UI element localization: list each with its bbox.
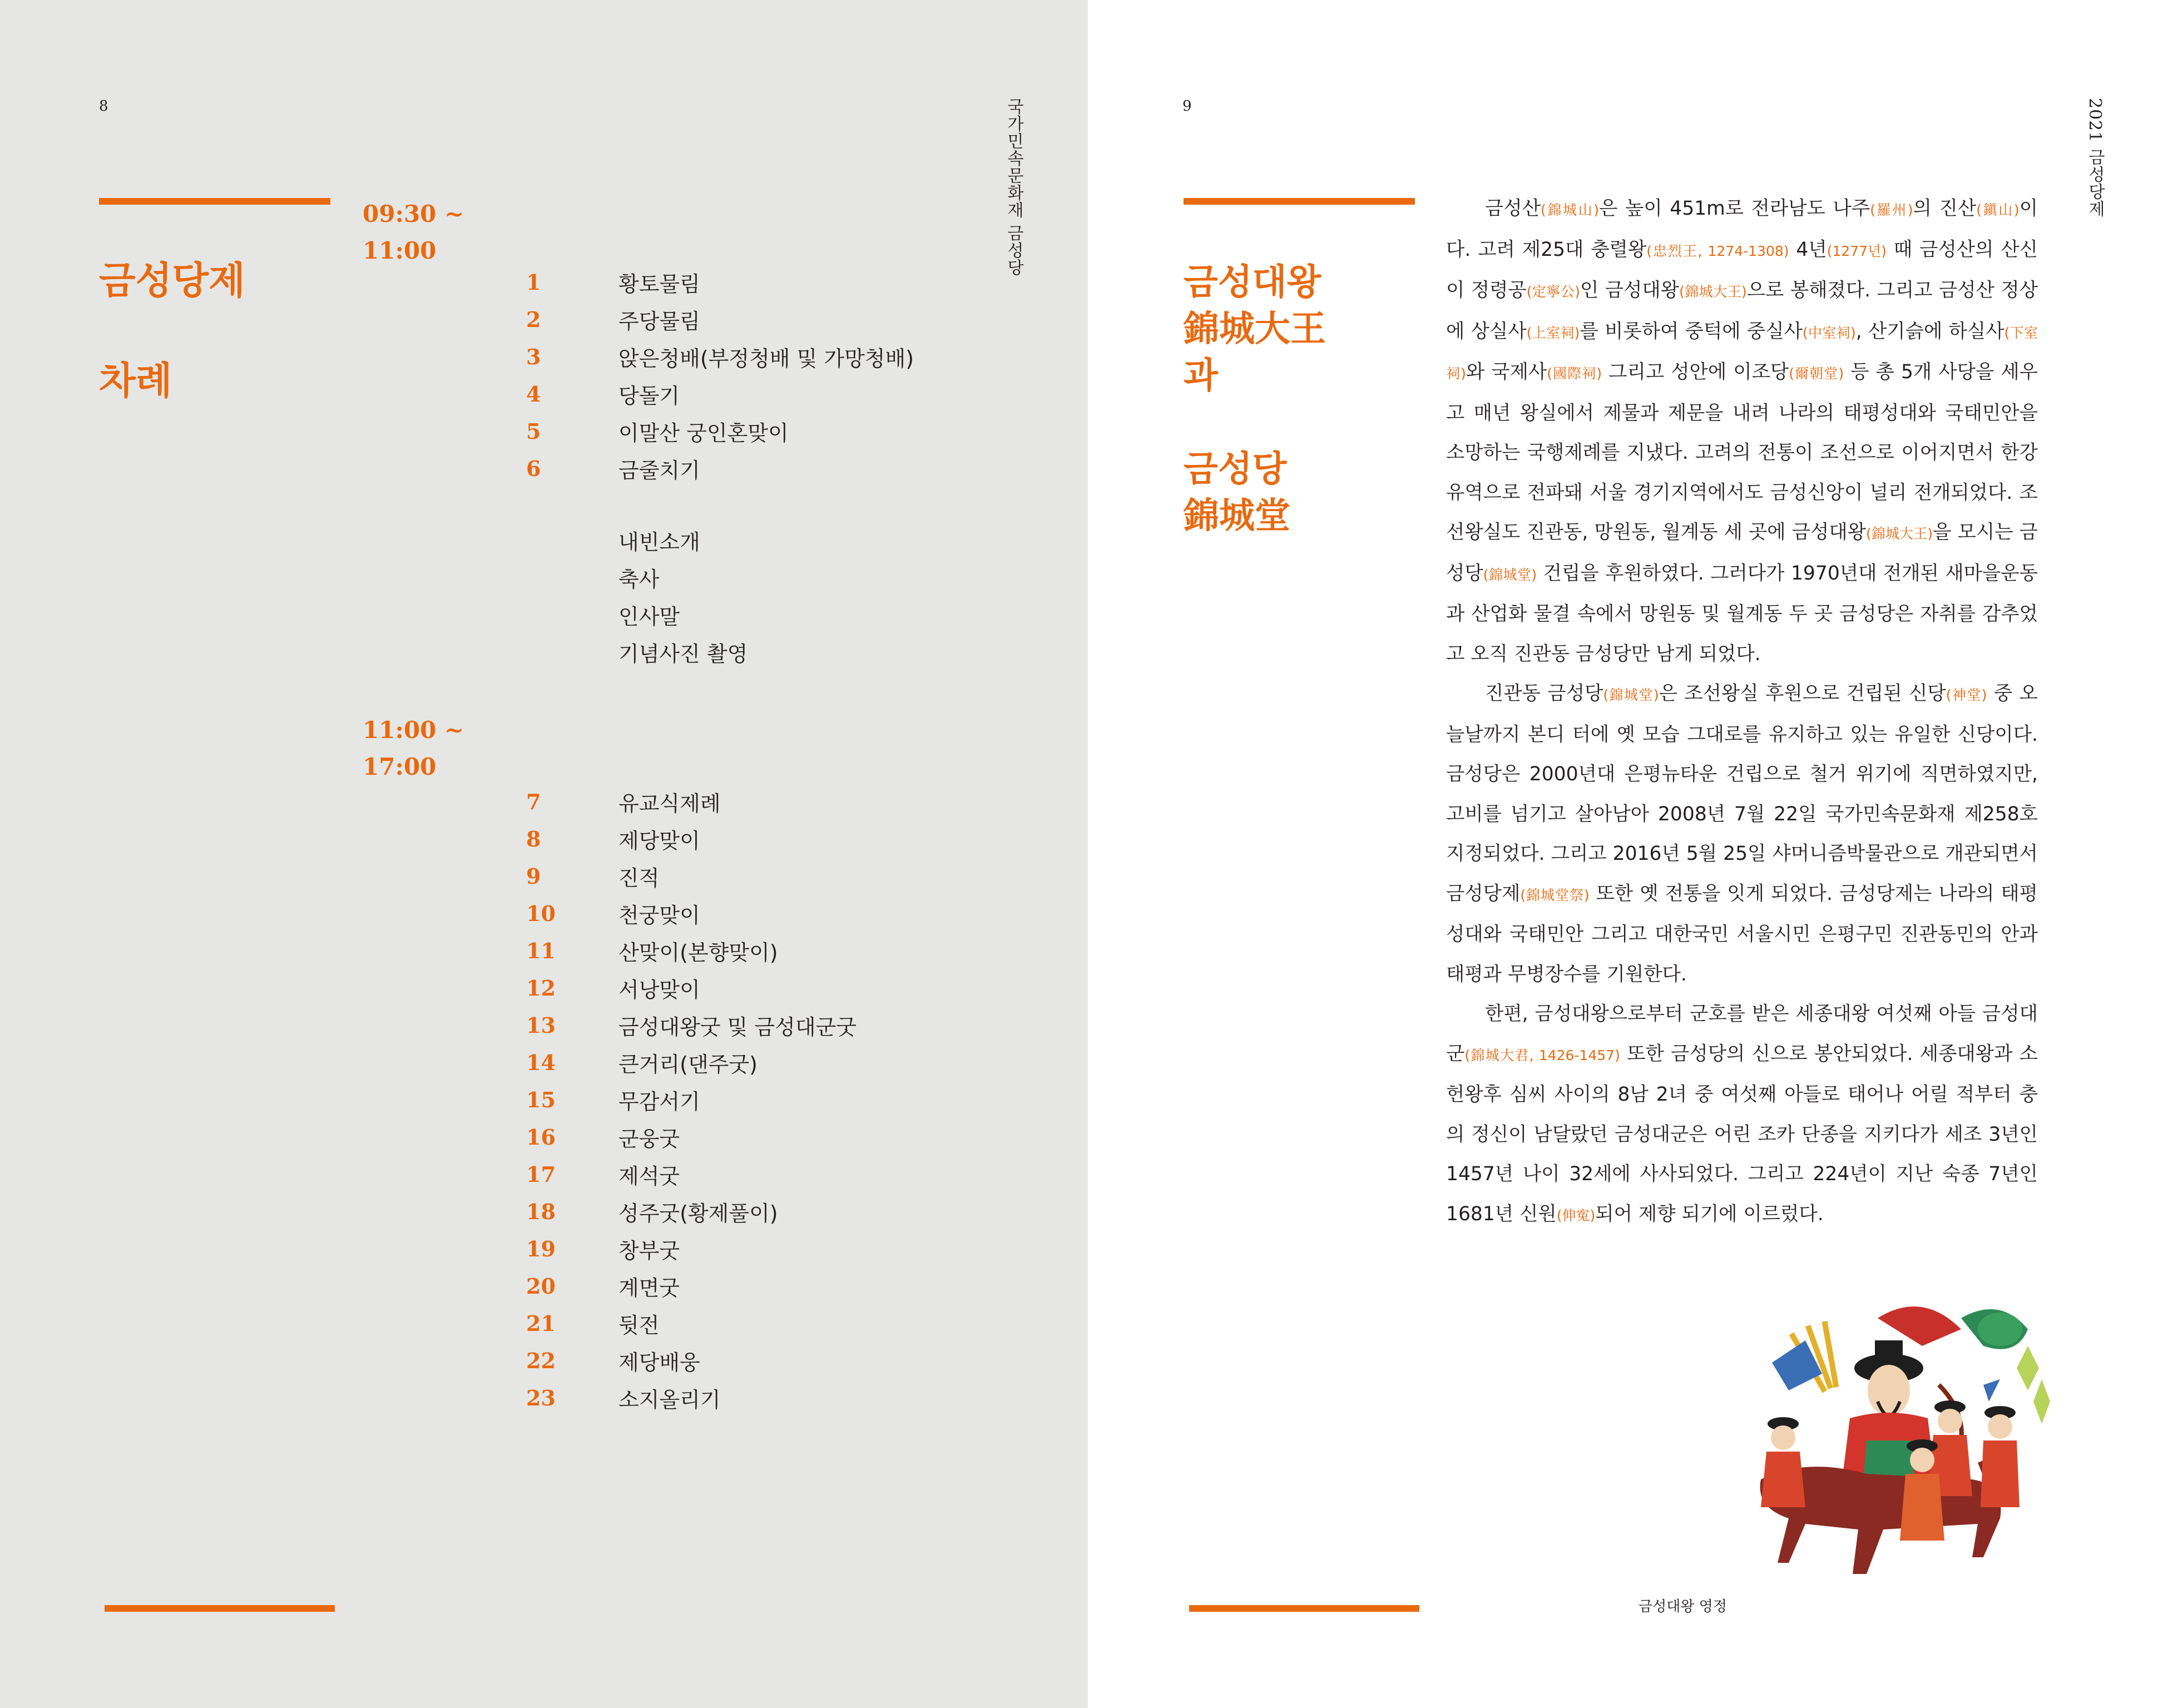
hanja-annotation: (神堂) xyxy=(1946,687,1987,703)
item-label: 진적 xyxy=(618,866,660,890)
body-text-run: 의 진산 xyxy=(1913,197,1977,220)
hanja-annotation: (鎭山) xyxy=(1976,202,2019,218)
body-text-run: 진관동 금성당 xyxy=(1485,682,1603,705)
session1-time-start: 09:30 ~ xyxy=(363,200,464,227)
item-label: 금줄치기 xyxy=(618,458,700,483)
item-number: 2 xyxy=(526,307,541,332)
item-label: 뒷전 xyxy=(618,1313,660,1338)
session1-program-list xyxy=(526,264,1027,492)
item-label: 군웅굿 xyxy=(618,1127,680,1151)
item-label: 앉은청배(부정청배 및 가망청배) xyxy=(618,346,914,371)
page-number-right: 9 xyxy=(1182,98,1192,115)
heading-line: 금성대왕 xyxy=(1184,262,1321,303)
hanja-annotation: (錦城大王) xyxy=(1866,526,1933,542)
hanja-annotation: (錦城堂) xyxy=(1603,687,1659,703)
item-number: 18 xyxy=(526,1199,556,1224)
hanja-annotation: (錦城山) xyxy=(1540,202,1600,218)
item-number: 16 xyxy=(526,1125,556,1150)
item-label: 유교식제례 xyxy=(618,791,721,816)
extra-item: 기념사진 촬영 xyxy=(618,642,748,666)
extra-item: 축사 xyxy=(618,567,660,592)
hanja-annotation: (中室祠) xyxy=(1802,324,1856,341)
item-number: 21 xyxy=(526,1311,556,1336)
item-number: 6 xyxy=(526,456,541,481)
hanja-annotation: (伸寃) xyxy=(1556,1207,1596,1224)
hanja-annotation: (定寧公) xyxy=(1526,284,1581,300)
body-text-run: 등 총 5개 사당을 세우고 매년 왕실에서 제물과 제문을 내려 나라의 태평성대와 국태민안을 소망하는 국행제례를 지냈다. 고려의 전통이 조선으로 이어지면서 한강 유역으로 전파돼 서울 경기지역에서도 금성신앙이 널리 전개되었다. 조선왕실도 진관동, 망원동, 월계동 세 곳에 금성대왕 xyxy=(1446,361,2038,543)
body-text-run: 건립을 후원하였다. 그러다가 1970년대 전개된 새마을운동과 산업화 물결 속에서 망원동 및 월계동 두 곳 금성당은 자취를 감추었고 오직 진관동 금성당만 남게 되었다. xyxy=(1446,562,2038,665)
item-label: 무감서기 xyxy=(618,1090,700,1114)
item-label: 당돌기 xyxy=(618,384,680,408)
top-rule-left xyxy=(99,198,330,205)
session2-time-end: 17:00 xyxy=(363,753,437,780)
item-number: 9 xyxy=(526,864,541,889)
item-number: 8 xyxy=(526,826,541,851)
body-text-run: 한편, 금성대왕으로부터 군호를 받은 세종대왕 여섯째 아들 금성대군 xyxy=(1446,1003,2038,1065)
bottom-rule-left xyxy=(105,1605,335,1612)
heading-line: 錦城堂 xyxy=(1184,496,1290,537)
hanja-annotation: (錦城大君, 1426-1457) xyxy=(1464,1047,1620,1063)
item-number: 19 xyxy=(526,1236,556,1261)
item-number: 4 xyxy=(526,382,541,407)
item-label: 산맞이(본향맞이) xyxy=(618,940,778,965)
hanja-annotation: (上室祠) xyxy=(1526,324,1580,341)
item-number: 11 xyxy=(526,938,556,963)
item-label: 제당배웅 xyxy=(618,1350,700,1375)
page-number-left: 8 xyxy=(99,98,108,115)
body-text-run: 그리고 성안에 이조당 xyxy=(1602,361,1789,383)
body-text-run: 를 비롯하여 중턱에 중실사 xyxy=(1580,320,1803,343)
item-number: 3 xyxy=(526,344,541,369)
body-text-run: 때 금성산의 산신이 정령공 xyxy=(1446,238,2038,301)
hanja-annotation: (錦城堂祭) xyxy=(1520,887,1590,903)
page-subtitle: 차례 xyxy=(99,359,172,403)
heading-line: 과 xyxy=(1184,355,1218,397)
body-text-run: 또한 옛 전통을 잇게 되었다. 금성당제는 나라의 태평성대와 국태민안 그리고 대한국민 서울시민 은평구민 진관동민의 안과태평과 무병장수를 기원한다. xyxy=(1446,882,2038,986)
article-heading xyxy=(1184,259,1326,539)
body-text-run: 되어 제향 되기에 이르렀다. xyxy=(1595,1202,1824,1225)
top-rule-right xyxy=(1184,198,1415,205)
session1-time-end: 11:00 xyxy=(363,237,437,264)
illustration-caption: 금성대왕 영정 xyxy=(1639,1598,1727,1615)
hanja-annotation: (羅州) xyxy=(1870,202,1913,218)
item-label: 금성대왕굿 및 금성대군굿 xyxy=(618,1015,857,1039)
body-text-run: 이다. 고려 제25대 충렬왕 xyxy=(1446,197,2038,261)
body-text-run: , 산기슭에 하실사 xyxy=(1855,320,2004,343)
item-label: 천궁맞이 xyxy=(618,903,700,928)
item-number: 22 xyxy=(526,1348,556,1373)
hanja-annotation: (國際祠) xyxy=(1547,365,1602,382)
item-label: 소지올리기 xyxy=(618,1388,721,1412)
body-paragraph xyxy=(1446,189,2038,674)
item-number: 20 xyxy=(526,1274,556,1299)
king-portrait-illustration xyxy=(1739,1296,2050,1630)
running-title-right: 2021 금성당제 xyxy=(2085,98,2105,217)
body-text-run: 중 오늘날까지 본디 터에 옛 모습 그대로를 유지하고 있는 유일한 신당이다. 금성당은 2000년대 은평뉴타운 건립으로 철거 위기에 직면하였지만, 고비를 넘기고 살아남아 2008년 7월 22일 국가민속문화재 제258호 지정되었다. 그리고 2016년 5월 25일 샤머니즘박물관으로 개관되면서 금성당제 xyxy=(1446,682,2038,905)
session2-program-list xyxy=(526,783,1027,1423)
body-paragraph xyxy=(1446,674,2038,994)
item-number: 14 xyxy=(526,1050,556,1075)
body-text-run: 4년 xyxy=(1789,238,1827,261)
body-text-run: 은 조선왕실 후원으로 건립된 신당 xyxy=(1659,682,1946,705)
hanja-annotation: (錦城大王) xyxy=(1679,284,1747,300)
item-label: 제당맞이 xyxy=(618,829,700,853)
item-number: 1 xyxy=(526,270,541,295)
item-number: 5 xyxy=(526,419,541,444)
body-text-run: 은 높이 451m로 전라남도 나주 xyxy=(1599,197,1870,220)
item-number: 10 xyxy=(526,901,556,926)
hanja-annotation: (下室祠) xyxy=(1446,324,2038,382)
item-number: 23 xyxy=(526,1385,556,1410)
body-text-run: 으로 봉해졌다. 그리고 금성산 정상에 상실사 xyxy=(1446,279,2038,343)
extra-item: 내빈소개 xyxy=(618,530,700,555)
item-label: 주당물림 xyxy=(618,309,700,334)
item-label: 서낭맞이 xyxy=(618,978,700,1002)
body-text-run: 인 금성대왕 xyxy=(1580,279,1680,301)
item-label: 큰거리(댄주굿) xyxy=(618,1052,758,1077)
body-text-run: 금성산 xyxy=(1485,197,1541,220)
hanja-annotation: (爾朝堂) xyxy=(1789,365,1844,382)
body-text-run: 또한 금성당의 신으로 봉안되었다. 세종대왕과 소헌왕후 심씨 사이의 8남 2녀 중 여섯째 아들로 태어나 어릴 적부터 충의 정신이 남달랐던 금성대군은 어린 조카 단종을 지키다가 세조 3년인 1457년 나이 32세에 사사되었다. 그리고 224년이 지난 숙종 7년인 1681년 신원 xyxy=(1446,1042,2038,1225)
extra-item: 인사말 xyxy=(618,605,680,629)
heading-line: 錦城大王 xyxy=(1184,309,1326,350)
item-label: 성주굿(황제풀이) xyxy=(618,1201,778,1226)
session2-time-start: 11:00 ~ xyxy=(363,716,464,744)
item-label: 계면굿 xyxy=(618,1276,680,1300)
ceremony-extras xyxy=(526,525,1027,681)
item-number: 12 xyxy=(526,976,556,1001)
hanja-annotation: (忠烈王, 1274-1308) xyxy=(1646,242,1789,259)
running-title-left: 국가민속문화재 금성당 xyxy=(1004,98,1023,276)
body-paragraph xyxy=(1446,994,2038,1235)
item-number: 17 xyxy=(526,1162,556,1187)
item-label: 황토물림 xyxy=(618,272,700,296)
item-number: 15 xyxy=(526,1087,556,1112)
hanja-annotation: (錦城堂) xyxy=(1483,566,1537,583)
item-number: 13 xyxy=(526,1013,556,1038)
item-label: 제석굿 xyxy=(618,1164,680,1189)
body-text-run: 와 국제사 xyxy=(1466,361,1547,383)
hanja-annotation: (1277년) xyxy=(1827,242,1887,259)
bottom-rule-right xyxy=(1189,1605,1419,1612)
item-label: 이말산 궁인혼맞이 xyxy=(618,421,789,445)
article-body xyxy=(1446,189,2038,1235)
item-label: 창부굿 xyxy=(618,1239,680,1263)
page-title: 금성당제 xyxy=(99,259,245,303)
item-number: 7 xyxy=(526,789,541,814)
body-text-run: 을 모시는 금성당 xyxy=(1446,521,2038,585)
heading-line: 금성당 xyxy=(1184,449,1287,490)
